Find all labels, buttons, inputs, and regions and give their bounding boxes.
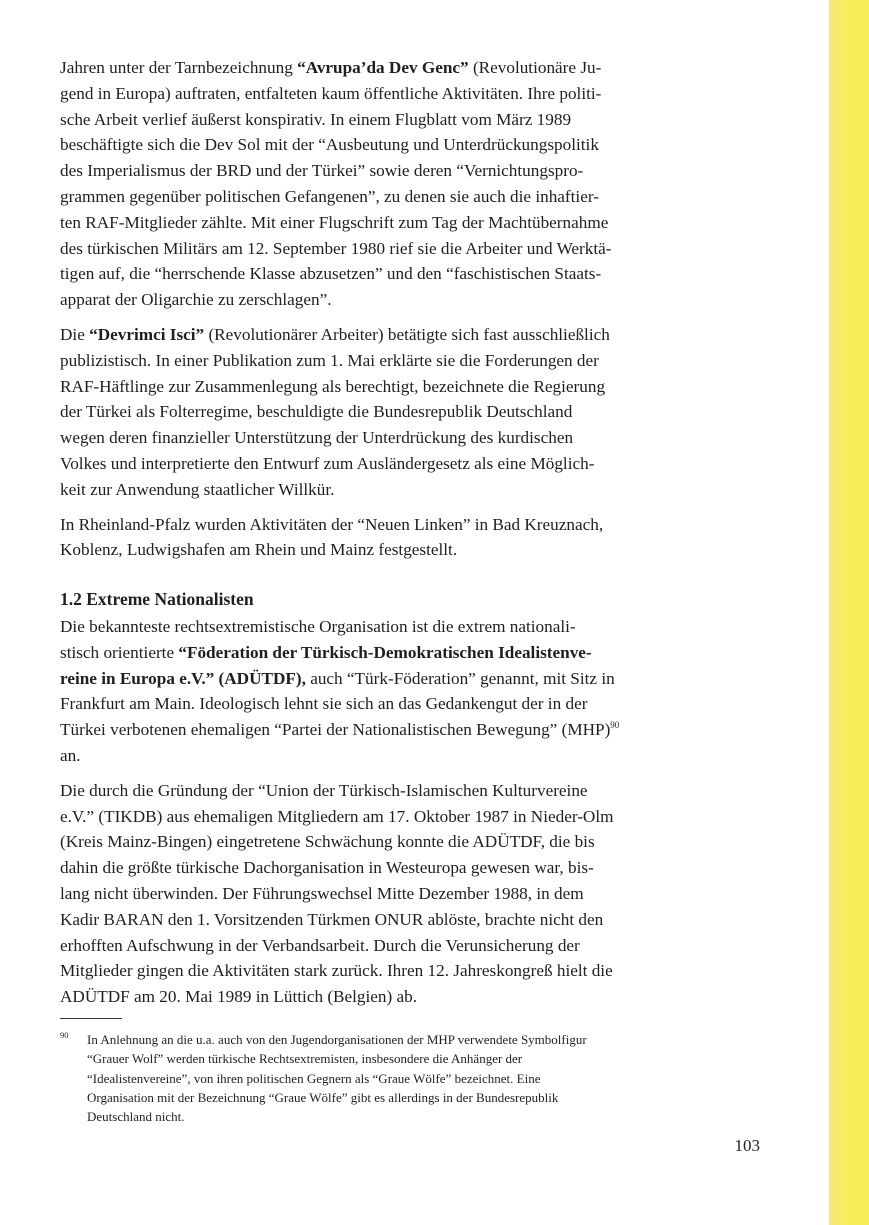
footnote-reference: Mitglieder gingen die Aktivitäten stark zurück. Ihren 12. Jahreskongreß hielt die bbox=[60, 961, 613, 981]
yellow-page-edge bbox=[829, 0, 869, 1225]
footnote-reference: ADÜTDF am 20. Mai 1989 in Lüttich (Belgien) ab. bbox=[60, 987, 418, 1007]
footnote-reference: Die bekannteste rechtsextremistische Organisation ist die extrem nationali- bbox=[60, 616, 576, 636]
page-number: 103 bbox=[734, 1136, 760, 1155]
footnote-reference: ten RAF-Mitglieder zählte. Mit einer Flugschrift zum Tag der Machtübernahme bbox=[60, 212, 609, 232]
footnote-line: “Idealistenvereine”, von ihren politischen Gegnern als “Graue Wölfe” bezeichnet. Eine bbox=[87, 1070, 541, 1086]
footnote-reference: apparat der Oligarchie zu zerschlagen”. bbox=[60, 290, 332, 310]
footnote-reference: grammen gegenüber politischen Gefangenen”, zu denen sie auch die inhaftier- bbox=[60, 186, 599, 206]
footnote-line: Deutschland nicht. bbox=[87, 1109, 185, 1125]
footnote-reference: Kadir BARAN den 1. Vorsitzenden Türkmen ONUR ablöste, brachte nicht den bbox=[60, 909, 604, 929]
footnote-reference: 90 bbox=[610, 720, 620, 731]
footnote-line: Organisation mit der Bezeichnung “Graue Wölfe” gibt es allerdings in der Bundesrepublik bbox=[87, 1089, 559, 1105]
footnote-reference: Die durch die Gründung der “Union der Türkisch-Islamischen Kulturvereine bbox=[60, 780, 588, 800]
footnote-reference: (Revolutionäre Ju- bbox=[468, 58, 602, 77]
paragraph-rheinland-pfalz bbox=[60, 512, 759, 564]
footnote-reference: des türkischen Militärs am 12. September 1980 rief sie die Arbeiter und Werktä- bbox=[60, 238, 612, 258]
text-run: “Devrimci Isci” bbox=[89, 324, 205, 344]
footnote-line: In Anlehnung an die u.a. auch von den Jugendorganisationen der MHP verwendete Symbolfigur bbox=[87, 1032, 587, 1047]
footnote-reference: Volkes und interpretierte den Entwurf zum Ausländergesetz als eine Möglich- bbox=[60, 453, 595, 473]
paragraph-devrimci-isci bbox=[60, 322, 759, 503]
footnote-reference: Jahren unter der Tarnbezeichnung bbox=[60, 58, 298, 77]
footnote-reference: stisch orientierte bbox=[60, 642, 179, 662]
text-run: “Avrupa’da Dev Genc” bbox=[297, 58, 469, 77]
footnote-reference: erhofften Aufschwung in der Verbandsarbeit. Durch die Verunsicherung der bbox=[60, 935, 580, 955]
footnote-reference: publizistisch. In einer Publikation zum 1. Mai erklärte sie die Forderungen der bbox=[60, 350, 599, 370]
footnote-reference: Koblenz, Ludwigshafen am Rhein und Mainz festgestellt. bbox=[60, 540, 458, 560]
footnote-reference: Die bbox=[60, 324, 90, 344]
footnote-reference: tigen auf, die “herrschende Klasse abzusetzen” und den “faschistischen Staats- bbox=[60, 264, 602, 284]
paragraph-aduetdf bbox=[60, 614, 759, 769]
footnote-reference: Frankfurt am Main. Ideologisch lehnt sie sich an das Gedankengut der in der bbox=[60, 694, 588, 714]
footnote-text bbox=[87, 1030, 759, 1126]
footnote-reference: (Kreis Mainz-Bingen) eingetretene Schwächung konnte die ADÜTDF, die bis bbox=[60, 832, 595, 852]
paragraph-dev-genc bbox=[60, 55, 759, 313]
footnote-reference: RAF-Häftlinge zur Zusammenlegung als berechtigt, bezeichnete die Regierung bbox=[60, 376, 606, 396]
footnote bbox=[60, 1030, 759, 1126]
text-run: reine in Europa e.V.” (ADÜTDF), bbox=[60, 668, 306, 688]
footnote-reference: In Rheinland-Pfalz wurden Aktivitäten der “Neuen Linken” in Bad Kreuznach, bbox=[60, 514, 604, 534]
footnote-reference: Türkei verbotenen ehemaligen “Partei der Nationalistischen Bewegung” (MHP) bbox=[60, 720, 611, 740]
footnote-reference: auch “Türk-Föderation” genannt, mit Sitz in bbox=[305, 668, 615, 688]
footnote-reference: des Imperialismus der BRD und der Türkei” sowie deren “Vernichtungspro- bbox=[60, 161, 584, 181]
paragraph-tikdb bbox=[60, 778, 759, 1010]
text-run: “Föderation der Türkisch-Demokratischen Idealistenve- bbox=[178, 642, 592, 662]
footnote-mark: 90 bbox=[60, 1030, 69, 1040]
footnote-reference: sche Arbeit verlief äußerst konspirativ. In einem Flugblatt vom März 1989 bbox=[60, 109, 572, 129]
footnote-reference: der Türkei als Folterregime, beschuldigte die Bundesrepublik Deutschland bbox=[60, 402, 573, 422]
footnote-line: “Grauer Wolf” werden türkische Rechtsextremisten, insbesondere die Anhänger der bbox=[87, 1051, 523, 1067]
footnote-reference: e.V.” (TIKDB) aus ehemaligen Mitgliedern am 17. Oktober 1987 in Nieder-Olm bbox=[60, 806, 614, 826]
footnote-reference: wegen deren finanzieller Unterstützung der Unterdrückung des kurdischen bbox=[60, 428, 574, 448]
footnote-reference: (Revolutionärer Arbeiter) betätigte sich fast ausschließlich bbox=[204, 324, 610, 344]
footnote-reference: beschäftigte sich die Dev Sol mit der “Ausbeutung und Unterdrückungspolitik bbox=[60, 135, 599, 155]
section-title: 1.2 Extreme Nationalisten bbox=[60, 589, 254, 610]
footnote-reference: lang nicht überwinden. Der Führungswechsel Mitte Dezember 1988, in dem bbox=[60, 883, 584, 903]
page-body bbox=[60, 55, 759, 1010]
footnote-rule bbox=[60, 1018, 122, 1019]
footnote-reference: an. bbox=[60, 745, 81, 765]
footnote-reference: keit zur Anwendung staatlicher Willkür. bbox=[60, 479, 335, 499]
footnote-reference: gend in Europa) auftraten, entfalteten kaum öffentliche Aktivitäten. Ihre politi- bbox=[60, 83, 602, 103]
footnote-reference: dahin die größte türkische Dachorganisation in Westeuropa gewesen war, bis- bbox=[60, 858, 594, 878]
